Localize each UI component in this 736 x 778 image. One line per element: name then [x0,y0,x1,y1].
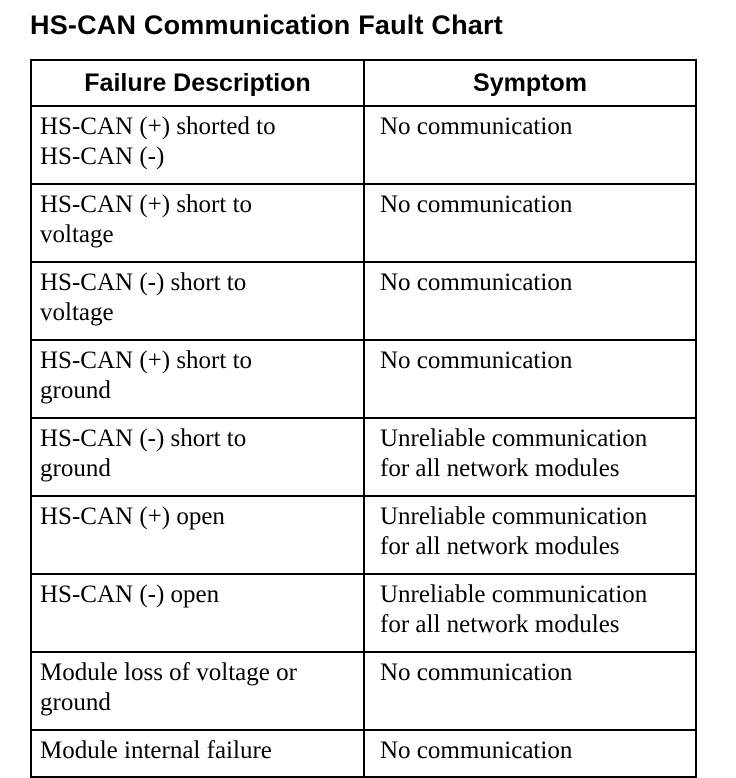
table-row [31,730,696,777]
failure-text-line: HS-CAN (+) open [40,503,225,530]
failure-text-line: ground [40,689,111,716]
symptom-cell [364,730,696,777]
failure-cell [31,418,364,496]
symptom-text-line: for all network modules [380,611,620,638]
symptom-text-line: No communication [380,659,573,686]
header-symptom: Symptom [364,60,696,106]
symptom-cell [364,184,696,262]
failure-text-line: HS-CAN (-) short to [40,425,247,452]
symptom-text-line: Unreliable communication [380,581,648,608]
failure-cell [31,730,364,777]
table-row [31,574,696,652]
failure-text-line: ground [40,377,111,404]
failure-text-line: HS-CAN (+) shorted to [40,113,276,140]
failure-text-line: Module internal failure [40,737,272,764]
failure-cell [31,262,364,340]
symptom-text-line: for all network modules [380,455,620,482]
symptom-text-line: No communication [380,737,573,764]
table-row [31,418,696,496]
symptom-text-line: No communication [380,269,573,296]
symptom-text-line: No communication [380,191,573,218]
failure-text-line: Module loss of voltage or [40,659,297,686]
table-row [31,340,696,418]
symptom-cell [364,340,696,418]
failure-cell [31,106,364,184]
symptom-cell [364,106,696,184]
failure-text-line: HS-CAN (-) open [40,581,220,608]
failure-text-line: voltage [40,299,114,326]
symptom-cell [364,262,696,340]
failure-text-line: HS-CAN (-) [40,143,165,170]
failure-text-line: HS-CAN (-) short to [40,269,247,296]
symptom-text-line: Unreliable communication [380,425,648,452]
header-failure-description: Failure Description [31,60,364,106]
failure-cell [31,340,364,418]
symptom-cell [364,574,696,652]
table-row [31,496,696,574]
symptom-text-line: No communication [380,113,573,140]
symptom-text-line: Unreliable communication [380,503,648,530]
symptom-cell [364,496,696,574]
failure-text-line: HS-CAN (+) short to [40,191,253,218]
failure-text-line: voltage [40,221,114,248]
symptom-text-line: for all network modules [380,533,620,560]
failure-cell [31,574,364,652]
failure-cell [31,652,364,730]
table-row [31,184,696,262]
table-header-row [31,60,696,106]
failure-cell [31,496,364,574]
failure-text-line: HS-CAN (+) short to [40,347,253,374]
symptom-text-line: No communication [380,347,573,374]
symptom-cell [364,418,696,496]
table-row [31,652,696,730]
failure-text-line: ground [40,455,111,482]
table-row [31,106,696,184]
failure-cell [31,184,364,262]
table-row [31,262,696,340]
fault-table [30,59,697,778]
chart-title: HS-CAN Communication Fault Chart [30,10,503,40]
symptom-cell [364,652,696,730]
